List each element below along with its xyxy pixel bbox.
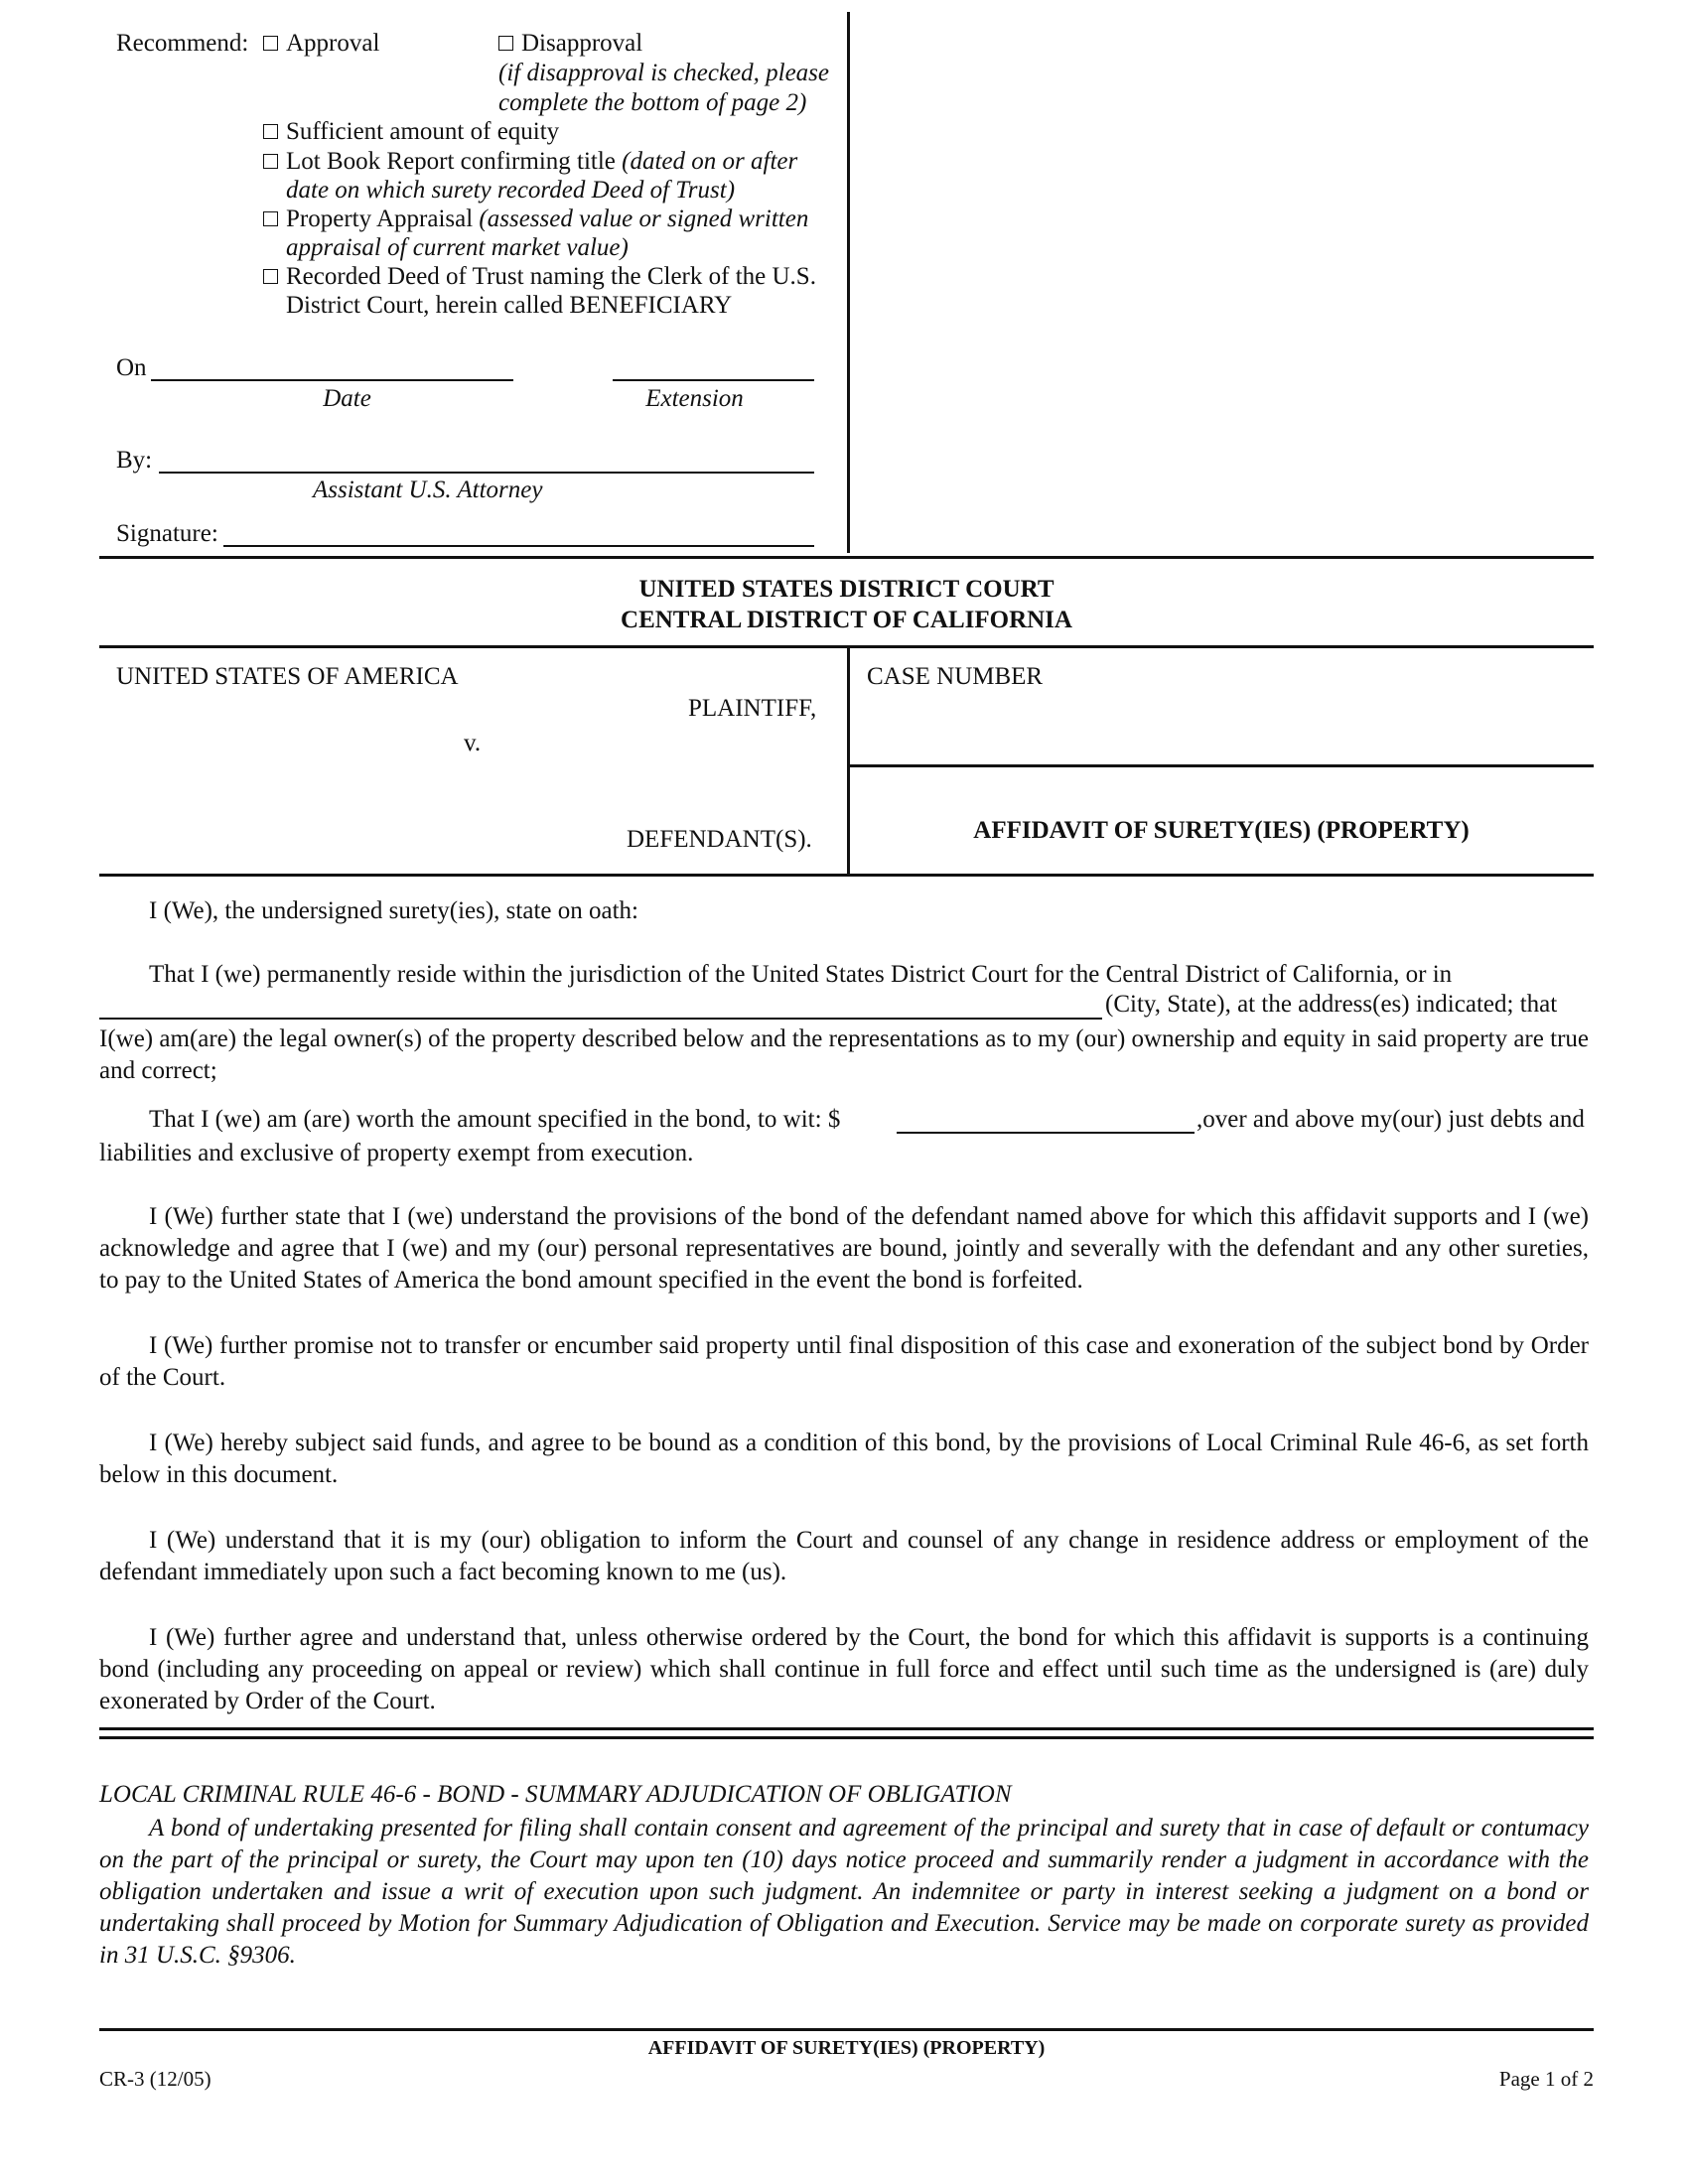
worth-line2: liabilities and exclusive of property exempt from execution.: [99, 1140, 694, 1166]
defendant-label: DEFENDANT(S).: [627, 826, 812, 853]
city-state-field[interactable]: [99, 1018, 1102, 1020]
oath-intro: I (We), the undersigned surety(ies), state on oath:: [149, 897, 638, 924]
appraisal-note-2: appraisal of current market value): [286, 234, 629, 261]
appraisal-label: Property Appraisal: [286, 205, 480, 232]
plaintiff-name: UNITED STATES OF AMERICA: [116, 663, 459, 690]
extension-caption: Extension: [645, 385, 744, 412]
case-number-rule: [849, 764, 1594, 767]
date-caption: Date: [323, 385, 371, 412]
footer-title: AFFIDAVIT OF SURETY(IES) (PROPERTY): [647, 2037, 1046, 2059]
paragraph-inform-court: I (We) understand that it is my (our) obligation to inform the Court and counsel of any change in residence address or employment of the defendant immediately upon such a fact becoming known to me (us).: [99, 1527, 1589, 1585]
rule-divider-top: [99, 1727, 1594, 1730]
by-field[interactable]: [159, 472, 814, 474]
appraisal-note: (assessed value or signed written: [479, 205, 809, 232]
top-vertical-divider: [847, 12, 850, 553]
caption-bottom-rule: [99, 874, 1594, 877]
rule-text: A bond of undertaking presented for filing shall contain consent and agreement of the principal and surety that in case of default or contumacy on the part of the principal or surety, the Court may upon ten (10) days notice proceed and summarily render a judgment in accordance with the obligation undertaken and issue a writ of execution upon such judgment. An indemnitee or party in interest seeking a judgment on a bond or undertaking shall proceed by Motion for Summary Adjudication of Obligation and Execution. Service may be made on corporate surety as provided in 31 U.S.C. §9306.: [99, 1815, 1589, 1969]
residence-line1: That I (we) permanently reside within the jurisdiction of the United States District Court for the Central District of California, or in: [149, 961, 1453, 988]
signature-label: Signature:: [116, 520, 218, 547]
on-label: On: [116, 354, 147, 381]
appraisal-option[interactable]: [263, 205, 808, 233]
deed-label: Recorded Deed of Trust naming the Clerk of the U.S.: [286, 263, 816, 290]
court-name-line1: UNITED STATES DISTRICT COURT: [638, 576, 1055, 603]
plaintiff-label: PLAINTIFF,: [688, 695, 817, 722]
lotbook-label: Lot Book Report confirming title: [286, 148, 623, 175]
approval-label: Approval: [286, 30, 380, 57]
disapproval-label: Disapproval: [521, 30, 643, 57]
appraisal-checkbox[interactable]: [263, 211, 278, 226]
case-number-label: CASE NUMBER: [867, 663, 1044, 690]
bond-amount-field[interactable]: [897, 1132, 1195, 1134]
lotbook-option[interactable]: [263, 148, 797, 176]
disapproval-checkbox[interactable]: [498, 36, 513, 51]
paragraph-no-transfer: I (We) further promise not to transfer or encumber said property until final disposition of this case and exoneration of the subject bond by Order of the Court.: [99, 1332, 1589, 1391]
attorney-caption: Assistant U.S. Attorney: [313, 477, 543, 503]
extension-field[interactable]: [613, 379, 814, 381]
worth-label: That I (we) am (are) worth the amount specified in the bond, to wit: $: [149, 1106, 841, 1133]
deed-label-2: District Court, herein called BENEFICIARY: [286, 292, 733, 319]
page-number: Page 1 of 2: [1498, 2067, 1594, 2091]
deed-checkbox[interactable]: [263, 269, 278, 284]
recommend-label: Recommend:: [116, 30, 249, 57]
equity-option[interactable]: [263, 118, 559, 146]
deed-option[interactable]: [263, 263, 816, 291]
lotbook-checkbox[interactable]: [263, 154, 278, 169]
form-id: CR-3 (12/05): [99, 2067, 211, 2091]
rule-heading: LOCAL CRIMINAL RULE 46-6 - BOND - SUMMARY ADJUDICATION OF OBLIGATION: [99, 1781, 1012, 1808]
disapproval-note-1: (if disapproval is checked, please: [498, 60, 830, 86]
lotbook-note-2: date on which surety recorded Deed of Trust): [286, 177, 736, 204]
worth-label-2: ,over and above my(our) just debts and: [1196, 1106, 1585, 1133]
form-title: AFFIDAVIT OF SURETY(IES) (PROPERTY): [973, 817, 1470, 844]
residence-line2: I(we) am(are) the legal owner(s) of the property described below and the representations as to my (our) ownership and equity in said property are true and correct;: [99, 1025, 1589, 1084]
approval-option[interactable]: [263, 30, 379, 58]
disapproval-note-2: complete the bottom of page 2): [498, 89, 807, 116]
rule-divider-bottom: [99, 1736, 1594, 1739]
approval-checkbox[interactable]: [263, 36, 278, 51]
by-label: By:: [116, 447, 153, 474]
court-name-line2: CENTRAL DISTRICT OF CALIFORNIA: [621, 607, 1072, 633]
lotbook-note: (dated on or after: [622, 148, 798, 175]
equity-checkbox[interactable]: [263, 124, 278, 139]
paragraph-continuing-bond: I (We) further agree and understand that, unless otherwise ordered by the Court, the bond for which this affidavit is supports is a continuing bond (including any proceeding on appeal or review) which shall continue in full force and effect until such time as the undersigned is (are) duly exonerated by Order of the Court.: [99, 1624, 1589, 1714]
disapproval-option[interactable]: [498, 30, 642, 58]
paragraph-rule-consent: I (We) hereby subject said funds, and agree to be bound as a condition of this bond, by the provisions of Local Criminal Rule 46-6, as set forth below in this document.: [99, 1430, 1589, 1488]
footer-rule: [99, 2028, 1594, 2031]
date-field[interactable]: [151, 379, 513, 381]
versus-label: v.: [464, 730, 482, 756]
court-top-rule: [99, 556, 1594, 559]
signature-field[interactable]: [223, 545, 814, 547]
paragraph-bond-provisions: I (We) further state that I (we) understand the provisions of the bond of the defendant named above for which this affidavit supports and I (we) acknowledge and agree that I (we) and my (our) personal representatives are bound, jointly and severally with the defendant and any other sureties, to pay to the United States of America the bond amount specified in the event the bond is forfeited.: [99, 1203, 1589, 1294]
city-state-label: (City, State), at the address(es) indicated; that: [1105, 991, 1558, 1018]
equity-label: Sufficient amount of equity: [286, 118, 560, 145]
